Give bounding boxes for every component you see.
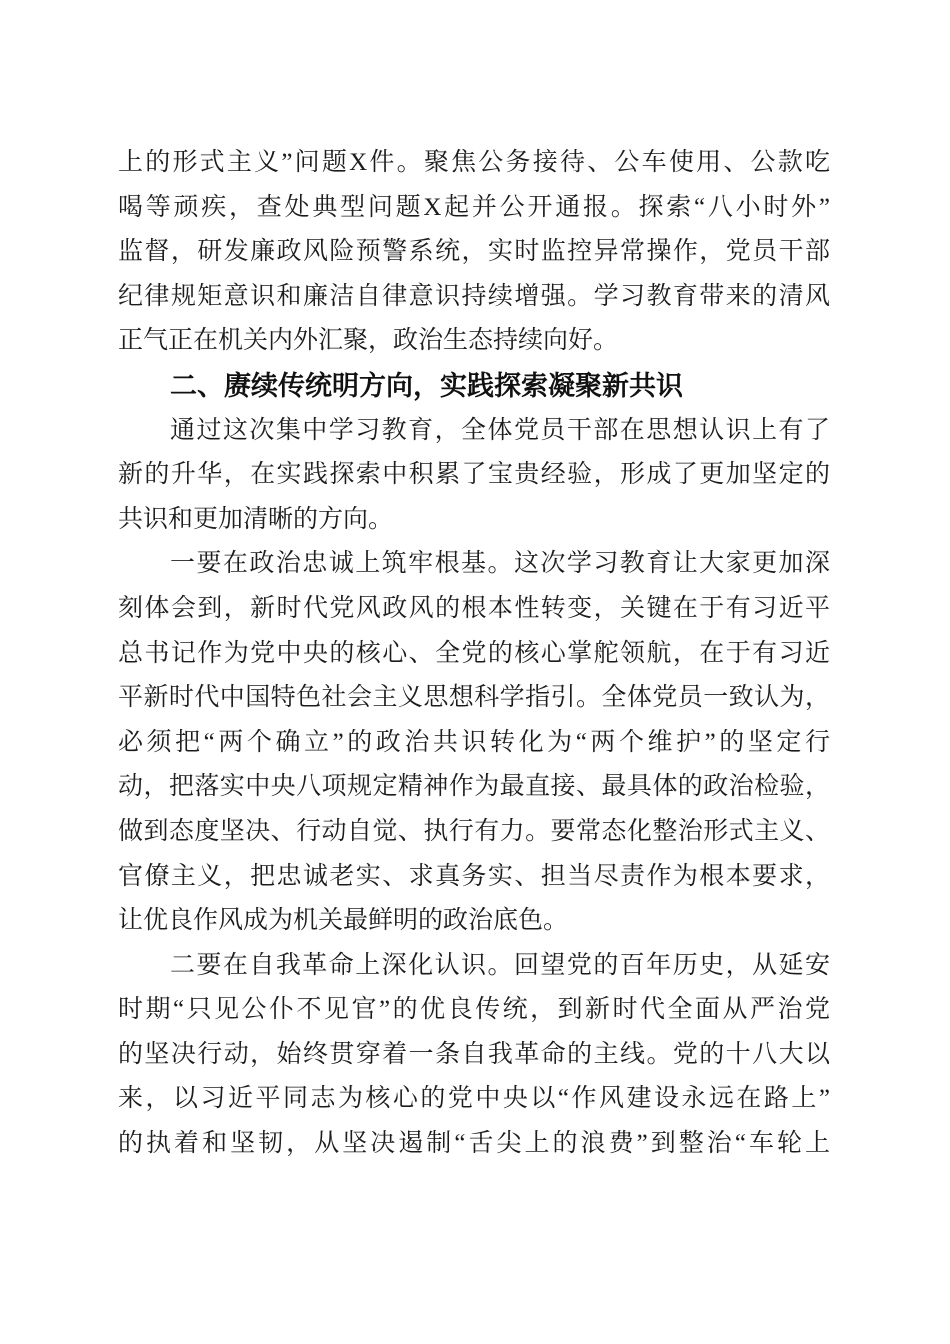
- text-line: 一要在政治忠诚上筑牢根基。这次学习教育让大家更加深: [170, 550, 830, 578]
- text-line: 总书记作为党中央的核心、全党的核心掌舵领航，在于有习近: [118, 639, 830, 667]
- document-text-block: [118, 141, 830, 1167]
- text-line: 做到态度坚决、行动自觉、执行有力。要常态化整治形式主义、: [118, 817, 830, 845]
- section-heading: 二、赓续传统明方向，实践探索凝聚新共识: [170, 370, 683, 401]
- paragraph-overview: [118, 409, 830, 543]
- text-line: 通过这次集中学习教育，全体党员干部在思想认识上有了: [170, 416, 830, 444]
- text-line: 共识和更加清晰的方向。: [118, 505, 394, 533]
- section-heading-block: [118, 364, 830, 409]
- text-line: 刻体会到，新时代党风政风的根本性转变，关键在于有习近平: [118, 594, 830, 622]
- text-line: 的坚决行动，始终贯穿着一条自我革命的主线。党的十八大以: [118, 1040, 830, 1068]
- text-line: 时期“只见公仆不见官”的优良传统，到新时代全面从严治党: [118, 996, 830, 1024]
- paragraph-point-two: [118, 944, 830, 1167]
- text-line: 喝等顽疾，查处典型问题X起并公开通报。探索“八小时外”: [118, 193, 830, 221]
- text-line: 二要在自我革命上深化认识。回望党的百年历史，从延安: [170, 951, 830, 979]
- paragraph-point-one: [118, 542, 830, 943]
- paragraph-continuation: [118, 141, 830, 364]
- text-line: 纪律规矩意识和廉洁自律意识持续增强。学习教育带来的清风: [118, 282, 830, 310]
- text-line: 让优良作风成为机关最鲜明的政治底色。: [118, 907, 569, 935]
- text-line: 正气正在机关内外汇聚，政治生态持续向好。: [118, 327, 619, 355]
- text-line: 官僚主义，把忠诚老实、求真务实、担当尽责作为根本要求，: [118, 862, 830, 890]
- text-line: 平新时代中国特色社会主义思想科学指引。全体党员一致认为，: [118, 684, 830, 712]
- text-line: 上的形式主义”问题X件。聚焦公务接待、公车使用、公款吃: [118, 149, 830, 176]
- text-line: 监督，研发廉政风险预警系统，实时监控异常操作，党员干部: [118, 238, 830, 266]
- text-line: 动，把落实中央八项规定精神作为最直接、最具体的政治检验，: [118, 773, 830, 801]
- text-line: 的执着和坚韧，从坚决遏制“舌尖上的浪费”到整治“车轮上: [118, 1130, 830, 1158]
- text-line: 来，以习近平同志为核心的党中央以“作风建设永远在路上”: [118, 1085, 830, 1113]
- text-line: 新的升华，在实践探索中积累了宝贵经验，形成了更加坚定的: [118, 461, 830, 489]
- text-line: 必须把“两个确立”的政治共识转化为“两个维护”的坚定行: [118, 728, 830, 756]
